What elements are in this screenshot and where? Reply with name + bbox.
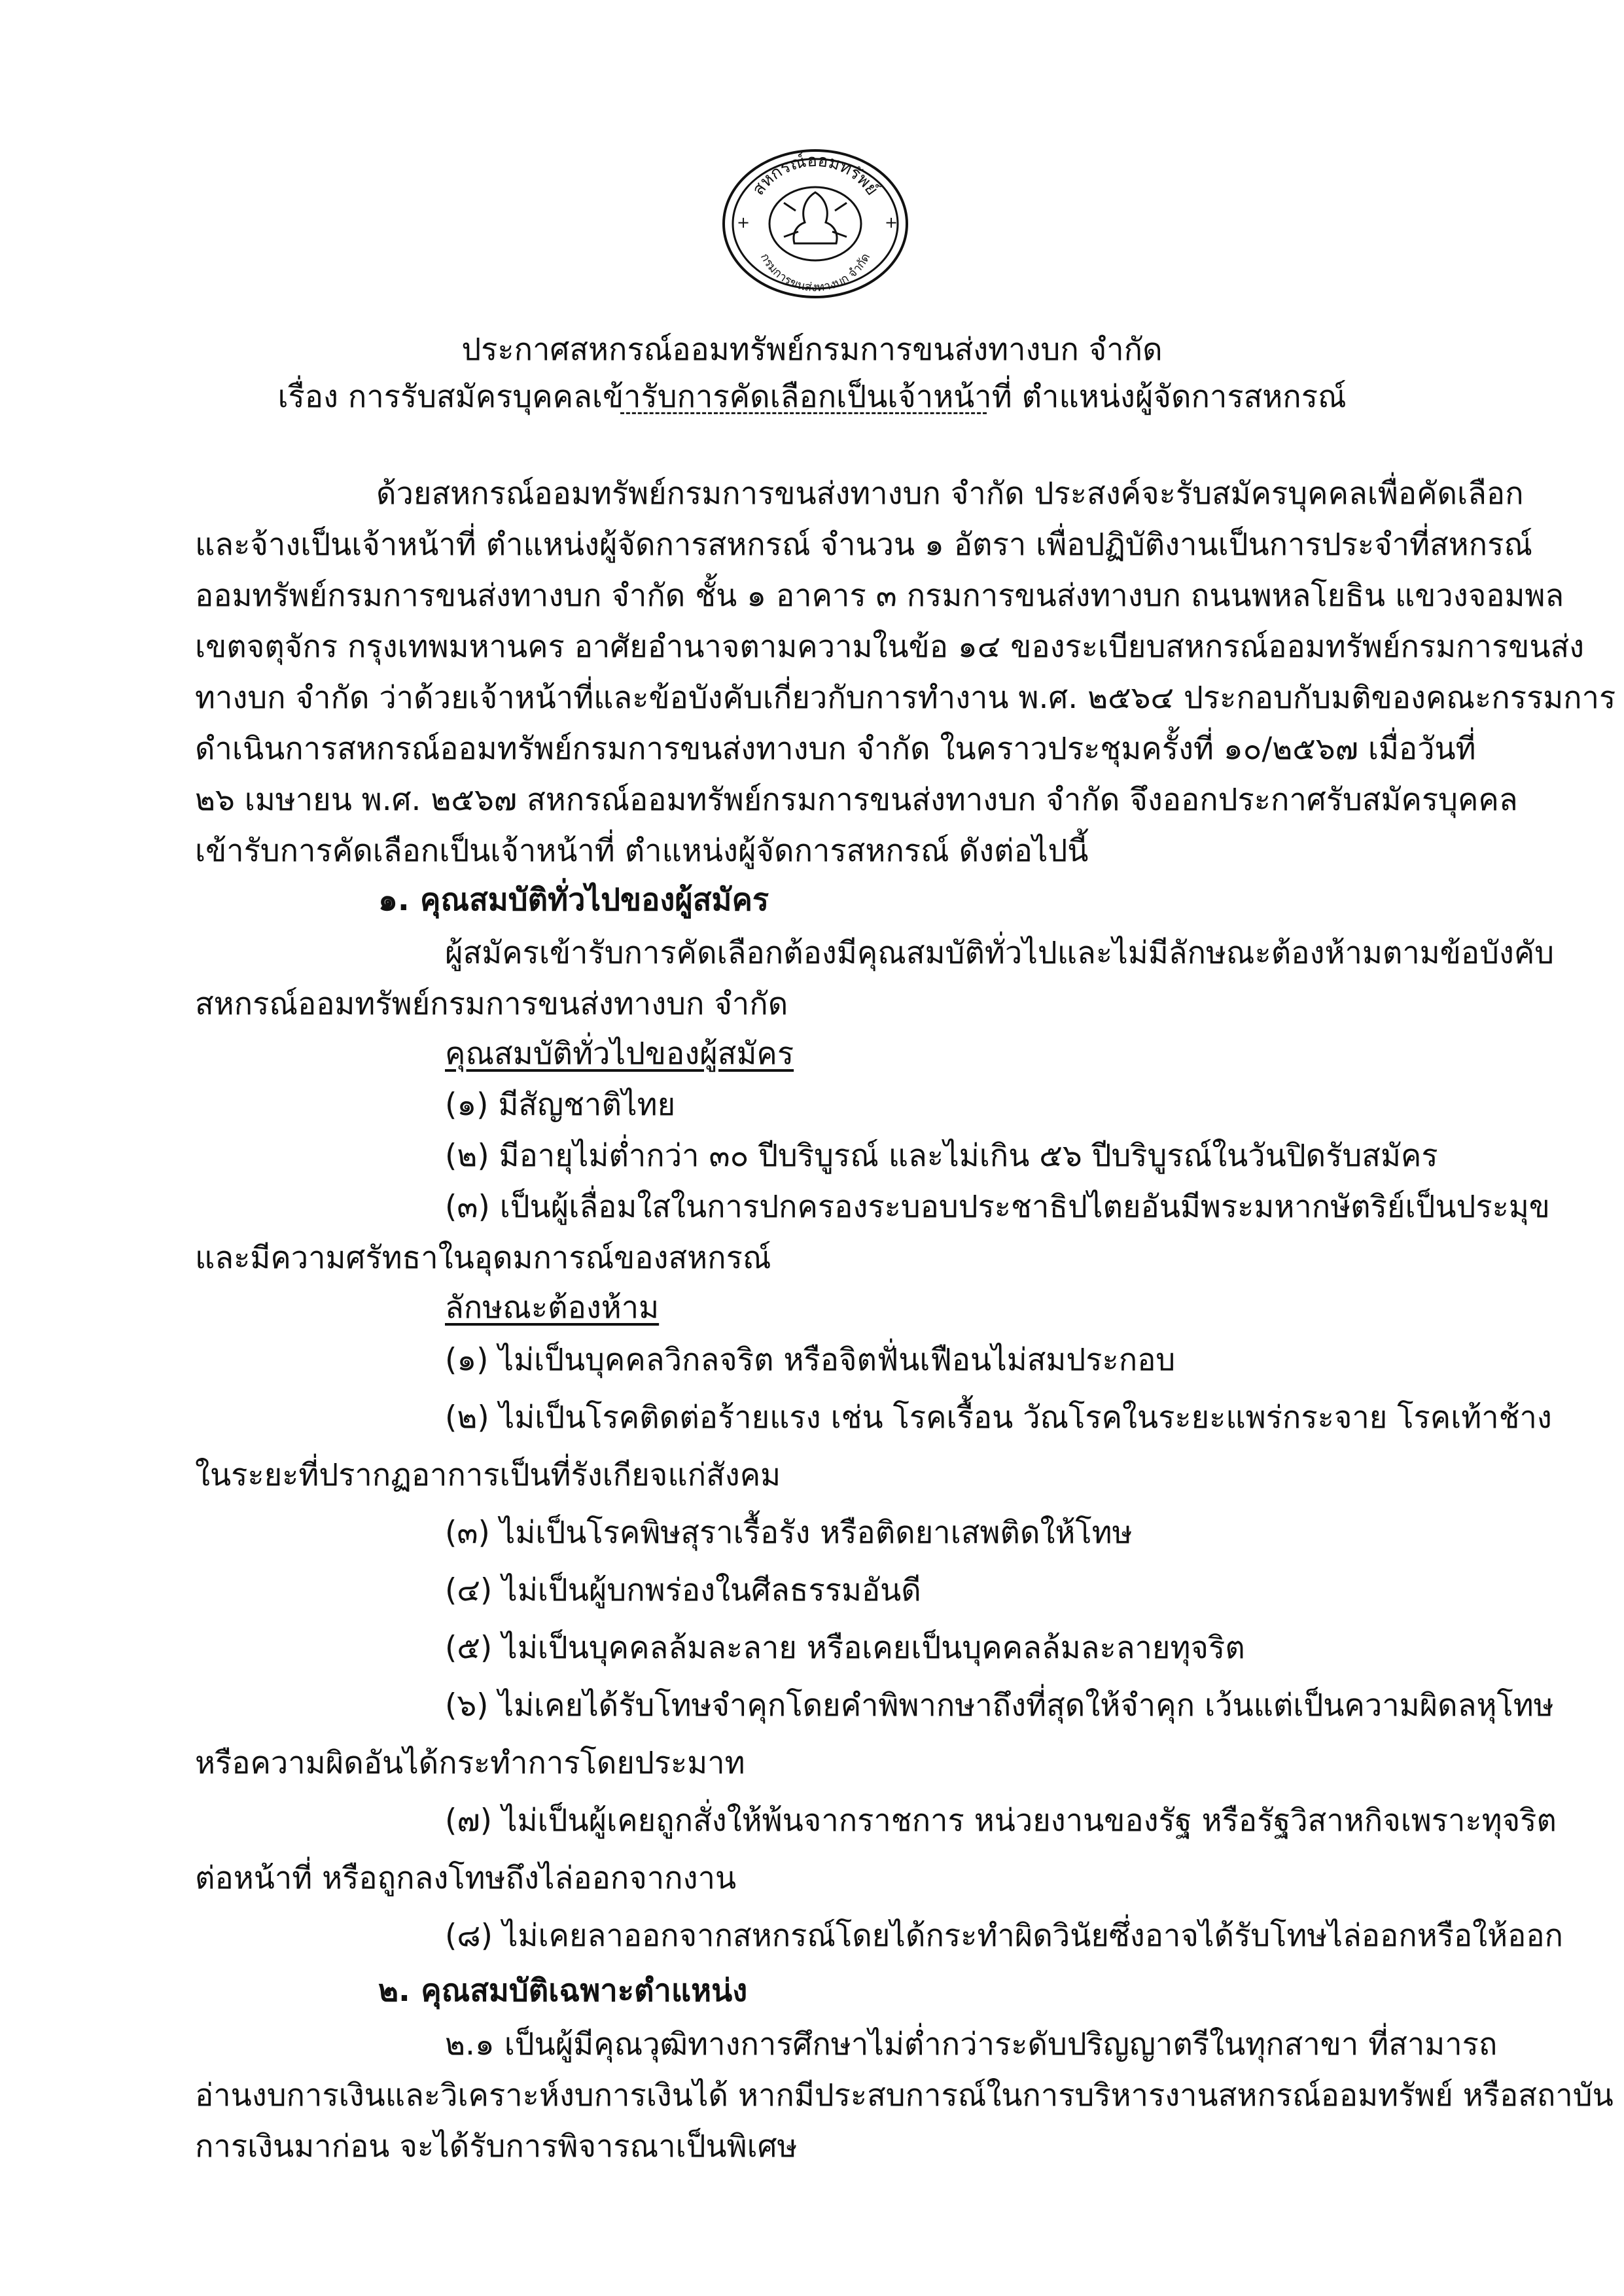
prohibition-item-continued: ต่อหน้าที่ หรือถูกลงโทษถึงไล่ออกจากงาน — [195, 1860, 737, 1896]
intro-line: เข้ารับการคัดเลือกเป็นเจ้าหน้าที่ ตำแหน่งผู้จัดการสหกรณ์ ดังต่อไปนี้ — [195, 833, 1089, 869]
svg-text:+: + — [737, 213, 750, 232]
cooperative-seal-logo — [718, 145, 912, 302]
prohibition-item: (๕) ไม่เป็นบุคคลล้มละลาย หรือเคยเป็นบุคคลล้มละลายทุจริต — [445, 1630, 1245, 1666]
prohibition-item: (๖) ไม่เคยได้รับโทษจำคุกโดยคำพิพากษาถึงที่สุดให้จำคุก เว้นแต่เป็นความผิดลหุโทษ — [445, 1687, 1554, 1723]
prohibition-item: (๑) ไม่เป็นบุคคลวิกลจริต หรือจิตฟั่นเฟือนไม่สมประกอบ — [445, 1342, 1176, 1378]
intro-line: ด้วยสหกรณ์ออมทรัพย์กรมการขนส่งทางบก จำกัด ประสงค์จะรับสมัครบุคคลเพื่อคัดเลือก — [376, 476, 1524, 512]
seal-emblem-icon — [718, 145, 912, 302]
prohibition-item: (๗) ไม่เป็นผู้เคยถูกสั่งให้พ้นจากราชการ หน่วยงานของรัฐ หรือรัฐวิสาหกิจเพราะทุจริต — [445, 1803, 1557, 1839]
svg-text:กรมการขนส่งทางบก จำกัด: กรมการขนส่งทางบก จำกัด — [757, 251, 874, 295]
qualification-item: (๒) มีอายุไม่ต่ำกว่า ๓๐ ปีบริบูรณ์ และไม่เกิน ๕๖ ปีบริบูรณ์ในวันปิดรับสมัคร — [445, 1138, 1438, 1174]
qualification-item-continued: และมีความศรัทธาในอุดมการณ์ของสหกรณ์ — [195, 1240, 771, 1276]
prohibition-item-continued: หรือความผิดอันได้กระทำการโดยประมาท — [195, 1745, 745, 1781]
section-1-paragraph: สหกรณ์ออมทรัพย์กรมการขนส่งทางบก จำกัด — [195, 986, 788, 1022]
qualification-item: (๑) มีสัญชาติไทย — [445, 1087, 676, 1123]
section-1-heading: ๑. คุณสมบัติทั่วไปของผู้สมัคร — [378, 882, 769, 918]
svg-text:+: + — [885, 213, 898, 232]
prohibition-item: (๓) ไม่เป็นโรคพิษสุราเรื้อรัง หรือติดยาเสพติดให้โทษ — [445, 1515, 1133, 1551]
intro-line: และจ้างเป็นเจ้าหน้าที่ ตำแหน่งผู้จัดการสหกรณ์ จำนวน ๑ อัตรา เพื่อปฏิบัติงานเป็นการประจำที่สหกรณ์ — [195, 527, 1532, 563]
qualification-item: (๓) เป็นผู้เลื่อมใสในการปกครองระบอบประชาธิปไตยอันมีพระมหากษัตริย์เป็นประมุข — [445, 1189, 1550, 1225]
intro-line: ทางบก จำกัด ว่าด้วยเจ้าหน้าที่และข้อบังคับเกี่ยวกับการทำงาน พ.ศ. ๒๕๖๔ ประกอบกับมติของคณะกรรมการ — [195, 680, 1616, 716]
prohibition-item: (๒) ไม่เป็นโรคติดต่อร้ายแรง เช่น โรคเรื้อน วัณโรคในระยะแพร่กระจาย โรคเท้าช้าง — [445, 1400, 1552, 1436]
section-1-paragraph: ผู้สมัครเข้ารับการคัดเลือกต้องมีคุณสมบัติทั่วไปและไม่มีลักษณะต้องห้ามตามข้อบังคับ — [445, 935, 1555, 971]
svg-text:สหกรณ์ออมทรัพย์: สหกรณ์ออมทรัพย์ — [748, 150, 883, 200]
prohibition-item: (๔) ไม่เป็นผู้บกพร่องในศีลธรรมอันดี — [445, 1572, 921, 1608]
prohibition-item: (๘) ไม่เคยลาออกจากสหกรณ์โดยได้กระทำผิดวินัยซึ่งอาจได้รับโทษไล่ออกหรือให้ออก — [445, 1918, 1564, 1954]
announcement-title: ประกาศสหกรณ์ออมทรัพย์กรมการขนส่งทางบก จำกัด — [461, 332, 1163, 368]
intro-line: เขตจตุจักร กรุงเทพมหานคร อาศัยอำนาจตามความในข้อ ๑๔ ของระเบียบสหกรณ์ออมทรัพย์กรมการขนส่ง — [195, 629, 1585, 665]
qualifications-subheading: คุณสมบัติทั่วไปของผู้สมัคร — [445, 1036, 794, 1072]
intro-line: ออมทรัพย์กรมการขนส่งทางบก จำกัด ชั้น ๑ อาคาร ๓ กรมการขนส่งทางบก ถนนพหลโยธิน แขวงจอมพล — [195, 578, 1564, 614]
intro-line: ๒๖ เมษายน พ.ศ. ๒๕๖๗ สหกรณ์ออมทรัพย์กรมการขนส่งทางบก จำกัด จึงออกประกาศรับสมัครบุคคล — [195, 782, 1518, 818]
section-2-item-continued: การเงินมาก่อน จะได้รับการพิจารณาเป็นพิเศษ — [195, 2128, 798, 2164]
section-2-item-continued: อ่านงบการเงินและวิเคราะห์งบการเงินได้ หากมีประสบการณ์ในการบริหารงานสหกรณ์ออมทรัพย์ หรือสถาบัน — [195, 2077, 1614, 2113]
section-2-heading: ๒. คุณสมบัติเฉพาะตำแหน่ง — [378, 1973, 748, 2009]
prohibition-item-continued: ในระยะที่ปรากฏอาการเป็นที่รังเกียจแก่สังคม — [195, 1457, 781, 1493]
intro-line: ดำเนินการสหกรณ์ออมทรัพย์กรมการขนส่งทางบก จำกัด ในคราวประชุมครั้งที่ ๑๐/๒๕๖๗ เมื่อวันที่ — [195, 731, 1476, 767]
title-divider — [620, 412, 987, 414]
prohibitions-subheading: ลักษณะต้องห้าม — [445, 1290, 660, 1326]
announcement-subject: เรื่อง การรับสมัครบุคคลเข้ารับการคัดเลือกเป็นเจ้าหน้าที่ ตำแหน่งผู้จัดการสหกรณ์ — [277, 379, 1347, 415]
section-2-item: ๒.๑ เป็นผู้มีคุณวุฒิทางการศึกษาไม่ต่ำกว่าระดับปริญญาตรีในทุกสาขา ที่สามารถ — [445, 2026, 1498, 2062]
